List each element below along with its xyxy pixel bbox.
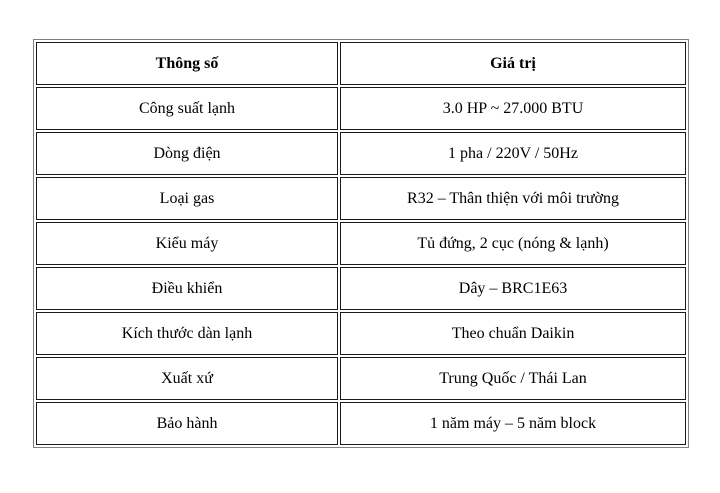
table-header bbox=[36, 42, 686, 85]
value-cell: 1 năm máy – 5 năm block bbox=[340, 402, 686, 445]
table-row bbox=[36, 222, 686, 265]
param-cell: Dòng điện bbox=[36, 132, 338, 175]
table-row bbox=[36, 357, 686, 400]
table-row bbox=[36, 87, 686, 130]
table-row bbox=[36, 312, 686, 355]
spec-table bbox=[33, 39, 689, 448]
value-cell: 1 pha / 220V / 50Hz bbox=[340, 132, 686, 175]
value-cell: R32 – Thân thiện với môi trường bbox=[340, 177, 686, 220]
param-cell: Điều khiển bbox=[36, 267, 338, 310]
param-cell: Công suất lạnh bbox=[36, 87, 338, 130]
param-cell: Kiểu máy bbox=[36, 222, 338, 265]
param-cell: Loại gas bbox=[36, 177, 338, 220]
header-parameter: Thông số bbox=[36, 42, 338, 85]
table-row bbox=[36, 177, 686, 220]
table-row bbox=[36, 402, 686, 445]
value-cell: Tủ đứng, 2 cục (nóng & lạnh) bbox=[340, 222, 686, 265]
table-row bbox=[36, 267, 686, 310]
header-value: Giá trị bbox=[340, 42, 686, 85]
value-cell: Dây – BRC1E63 bbox=[340, 267, 686, 310]
param-cell: Bảo hành bbox=[36, 402, 338, 445]
table-row bbox=[36, 132, 686, 175]
table-header-row bbox=[36, 42, 686, 85]
value-cell: Trung Quốc / Thái Lan bbox=[340, 357, 686, 400]
param-cell: Xuất xứ bbox=[36, 357, 338, 400]
param-cell: Kích thước dàn lạnh bbox=[36, 312, 338, 355]
value-cell: 3.0 HP ~ 27.000 BTU bbox=[340, 87, 686, 130]
value-cell: Theo chuẩn Daikin bbox=[340, 312, 686, 355]
table-body bbox=[36, 87, 686, 445]
